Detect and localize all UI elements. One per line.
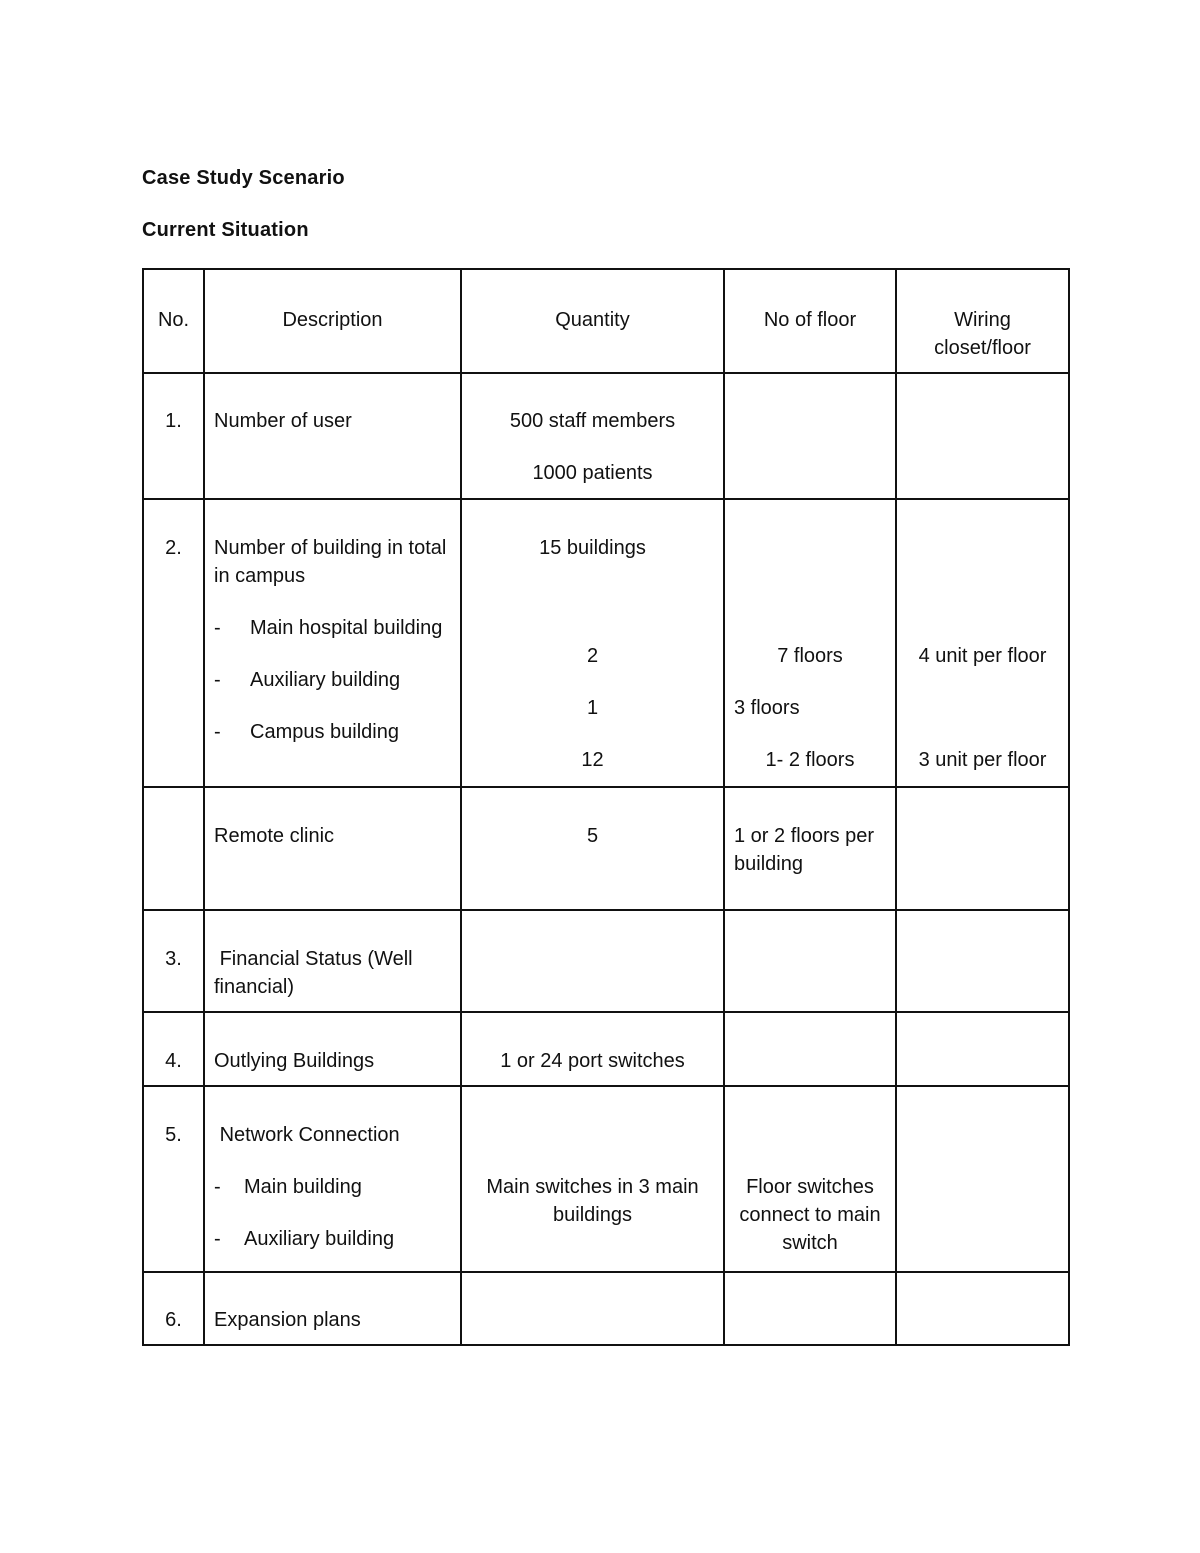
row-quantity: 1 bbox=[586, 697, 599, 719]
list-item bbox=[214, 718, 451, 746]
row-quantity: 2 bbox=[586, 645, 599, 667]
row-quantity: Main switches in 3 main buildings bbox=[486, 1176, 699, 1226]
list-item bbox=[214, 1225, 451, 1253]
row-number: 5. bbox=[165, 1124, 182, 1146]
list-item-label: Auxiliary building bbox=[250, 669, 401, 691]
row-description: Number of user bbox=[214, 410, 352, 432]
row-quantity: 1 or 24 port switches bbox=[500, 1050, 685, 1072]
list-item bbox=[214, 614, 451, 642]
section-title: Current Situation bbox=[142, 219, 309, 241]
header-no: No. bbox=[143, 269, 204, 373]
row-description: Outlying Buildings bbox=[214, 1050, 375, 1072]
table-row bbox=[143, 1012, 1069, 1086]
list-item bbox=[214, 1173, 451, 1201]
header-quantity: Quantity bbox=[461, 269, 724, 373]
row-wiring bbox=[906, 694, 1059, 722]
list-item-label: Main hospital building bbox=[250, 617, 443, 639]
table-row bbox=[143, 910, 1069, 1012]
list-dash: - bbox=[214, 1228, 221, 1250]
row-wiring: 4 unit per floor bbox=[918, 645, 1047, 667]
row-number: 2. bbox=[165, 537, 182, 559]
row-floors: 1 or 2 floors per building bbox=[734, 825, 875, 875]
row-wiring: 3 unit per floor bbox=[918, 749, 1047, 771]
row-number: 3. bbox=[165, 948, 182, 970]
current-situation-table bbox=[142, 268, 1070, 1346]
header-wiring: Wiring closet/floor bbox=[896, 269, 1069, 373]
row-floors: 1- 2 floors bbox=[765, 749, 855, 771]
row-quantity: 1000 patients bbox=[532, 462, 653, 484]
list-dash: - bbox=[214, 721, 221, 743]
row-floors: Floor switches connect to main switch bbox=[739, 1176, 881, 1254]
header-floors: No of floor bbox=[724, 269, 896, 373]
row-description: Expansion plans bbox=[214, 1309, 361, 1331]
row-description: Network Connection bbox=[214, 1124, 400, 1146]
list-item-label: Campus building bbox=[250, 721, 399, 743]
row-quantity: 12 bbox=[581, 749, 604, 771]
list-item-label: Auxiliary building bbox=[244, 1228, 395, 1250]
list-dash: - bbox=[214, 669, 221, 691]
header-description: Description bbox=[204, 269, 461, 373]
row-description: Number of building in total in campus bbox=[214, 537, 447, 587]
table-row bbox=[143, 499, 1069, 787]
table-row bbox=[143, 1272, 1069, 1345]
list-item bbox=[214, 666, 451, 694]
row-number bbox=[144, 788, 203, 818]
row-floors: 7 floors bbox=[777, 645, 843, 667]
row-number: 4. bbox=[165, 1050, 182, 1072]
list-dash: - bbox=[214, 1176, 221, 1198]
table-header-row bbox=[143, 269, 1069, 373]
row-floors: 3 floors bbox=[734, 697, 800, 719]
row-description: Financial Status (Well financial) bbox=[214, 948, 419, 998]
row-number: 6. bbox=[165, 1309, 182, 1331]
row-quantity: 15 buildings bbox=[539, 537, 646, 559]
table-row bbox=[143, 373, 1069, 499]
row-quantity: 500 staff members bbox=[509, 410, 676, 432]
row-description: Remote clinic bbox=[214, 825, 335, 847]
row-number: 1. bbox=[165, 410, 182, 432]
table-row bbox=[143, 787, 1069, 910]
list-item-label: Main building bbox=[244, 1176, 362, 1198]
table-row bbox=[143, 1086, 1069, 1272]
row-quantity: 5 bbox=[586, 825, 599, 847]
list-dash: - bbox=[214, 617, 221, 639]
document-title: Case Study Scenario bbox=[142, 167, 345, 189]
